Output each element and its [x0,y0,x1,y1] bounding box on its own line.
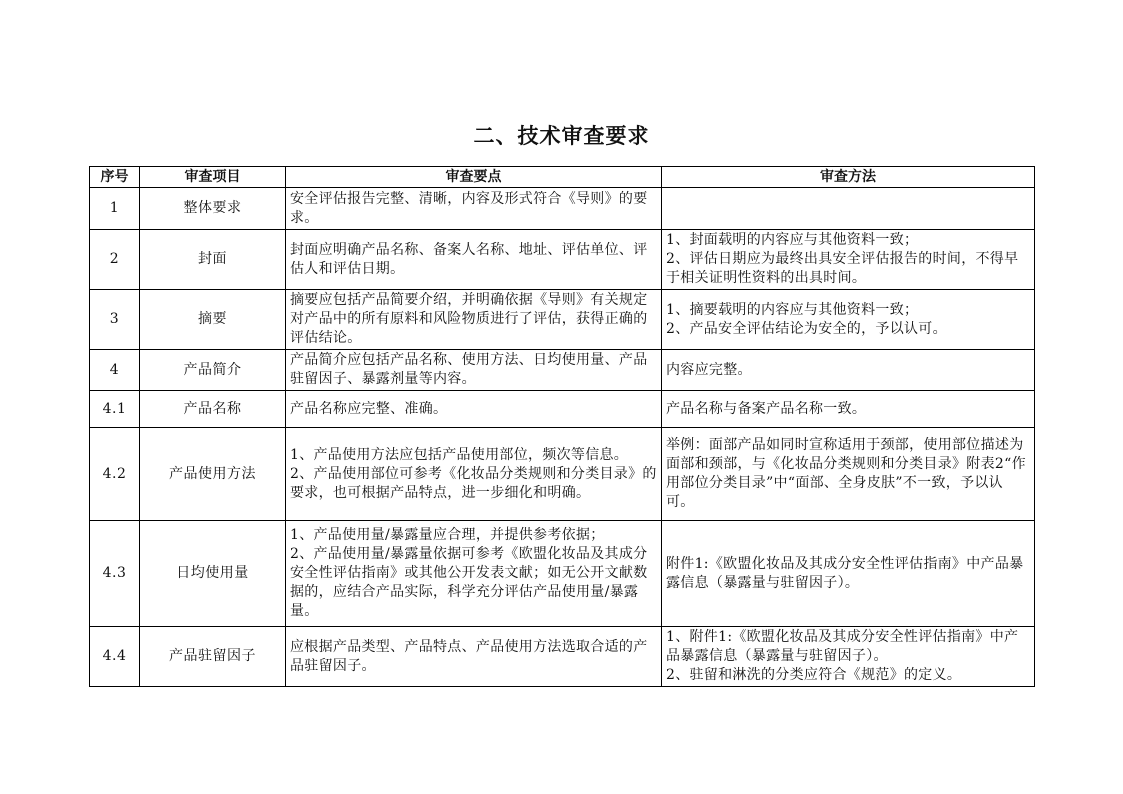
review-point [286,428,662,521]
review-method [662,521,1035,627]
review-item: 产品名称 [140,391,286,428]
review-method [662,290,1035,350]
row-number: 2 [90,230,140,290]
review-point [286,391,662,428]
row-number: 4.3 [90,521,140,627]
table-row [90,188,1035,230]
row-number: 4.1 [90,391,140,428]
review-method [662,428,1035,521]
review-point [286,290,662,350]
review-method [662,391,1035,428]
review-item: 摘要 [140,290,286,350]
review-point-line: 应根据产品类型、产品特点、产品使用方法选取合适的产品驻留因子。 [290,638,648,674]
review-method [662,188,1035,230]
review-item: 日均使用量 [140,521,286,627]
review-point-line: 产品简介应包括产品名称、使用方法、日均使用量、产品驻留因子、暴露剂量等内容。 [290,352,648,387]
review-requirements-table [89,166,1035,687]
review-item: 产品驻留因子 [140,627,286,687]
row-number: 4.4 [90,627,140,687]
review-point [286,230,662,290]
review-item: 产品简介 [140,350,286,391]
review-method-line: 2、评估日期应为最终出具安全评估报告的时间，不得早于相关证明性资料的出具时间。 [666,251,1019,286]
review-method-line: 2、产品安全评估结论为安全的，予以认可。 [666,320,947,337]
review-point-line: 1、产品使用量/暴露量应合理，并提供参考依据； [290,527,605,543]
header-item: 审查项目 [140,167,286,188]
review-method-line: 2、驻留和淋洗的分类应符合《规范》的定义。 [666,667,962,683]
review-method-line: 内容应完整。 [666,361,752,378]
row-number: 1 [90,188,140,230]
review-point-line: 摘要应包括产品简要介绍，并明确依据《导则》有关规定对产品中的所有原料和风险物质进行了评估，获得正确的评估结论。 [290,292,648,346]
review-point [286,627,662,687]
review-item: 整体要求 [140,188,286,230]
review-method [662,230,1035,290]
review-method-line: 1、附件1:《欧盟化妆品及其成分安全性评估指南》中产品暴露信息（暴露量与驻留因子）。 [666,629,1019,664]
review-point-line: 封面应明确产品名称、备案人名称、地址、评估单位、评估人和评估日期。 [290,241,648,277]
review-point-line: 安全评估报告完整、清晰，内容及形式符合《导则》的要求。 [290,190,648,226]
review-method-line: 1、摘要载明的内容应与其他资料一致； [666,301,919,318]
header-points: 审查要点 [286,167,662,188]
header-methods: 审查方法 [662,167,1035,188]
row-number: 3 [90,290,140,350]
review-method [662,627,1035,687]
table-row [90,627,1035,687]
review-point-line: 2、产品使用部位可参考《化妆品分类规则和分类目录》的要求，也可根据产品特点，进一步细化和明确。 [290,465,657,501]
review-item: 产品使用方法 [140,428,286,521]
header-no: 序号 [90,167,140,188]
review-method-line: 举例：面部产品如同时宣称适用于颈部，使用部位描述为面部和颈部，与《化妆品分类规则和分类目录》附表2“作用部位分类目录”中“面部、全身皮肤”不一致，予以认可。 [666,437,1026,510]
row-number: 4 [90,350,140,391]
table-row [90,350,1035,391]
review-method [662,350,1035,391]
table-row [90,521,1035,627]
review-method-line: 附件1:《欧盟化妆品及其成分安全性评估指南》中产品暴露信息（暴露量与驻留因子）。 [666,555,1024,591]
row-number: 4.2 [90,428,140,521]
page-title: 二、技术审查要求 [473,124,650,148]
review-method-line: 产品名称与备案产品名称一致。 [666,400,867,417]
review-point [286,350,662,391]
table-row [90,391,1035,428]
review-point-line: 产品名称应完整、准确。 [290,400,448,417]
review-point-line: 2、产品使用量/暴露量依据可参考《欧盟化妆品及其成分安全性评估指南》或其他公开发表文献；如无公开文献数据的，应结合产品实际，科学充分评估产品使用量/暴露量。 [290,546,648,619]
table-row [90,290,1035,350]
review-item: 封面 [140,230,286,290]
table-row [90,230,1035,290]
review-point-line: 1、产品使用方法应包括产品使用部位，频次等信息。 [290,446,629,463]
review-point [286,188,662,230]
review-point [286,521,662,627]
table-row [90,428,1035,521]
review-method-line: 1、封面载明的内容应与其他资料一致； [666,232,919,248]
table-header-row [90,167,1035,188]
